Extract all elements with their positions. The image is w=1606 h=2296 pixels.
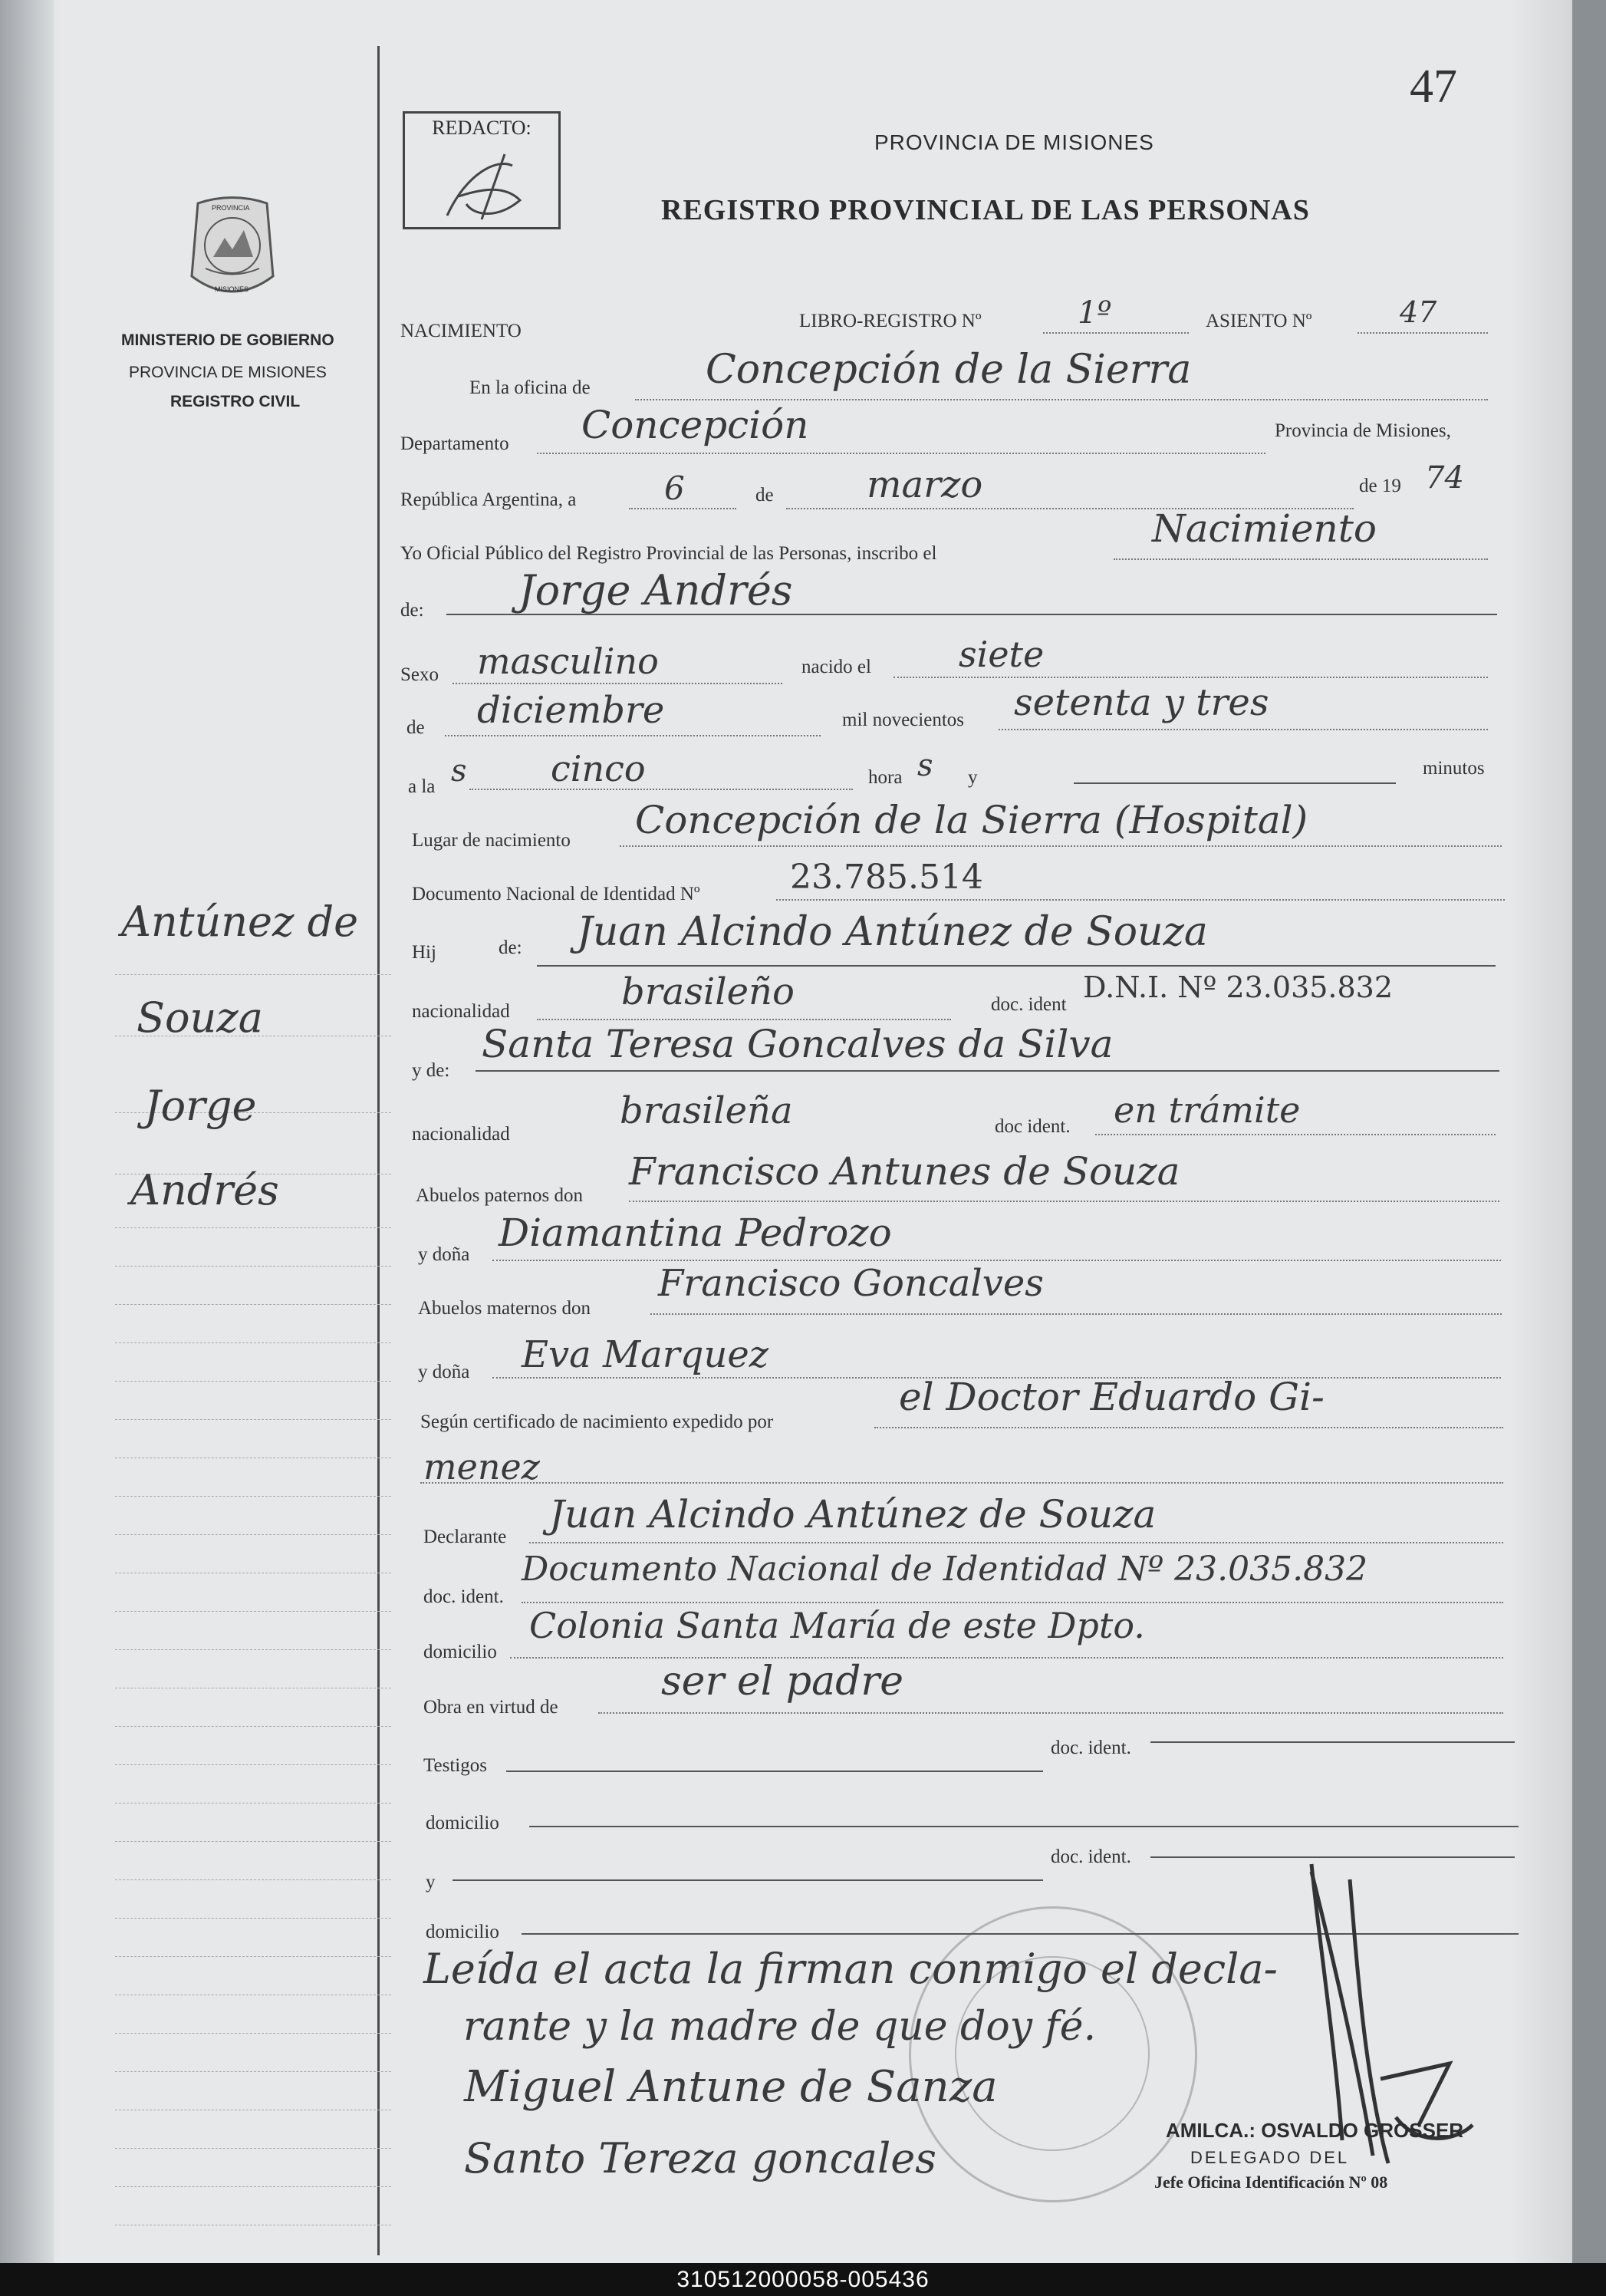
line-declarante-dom [510, 1657, 1503, 1659]
redacto-signature [405, 143, 558, 227]
label-domicilio2: domicilio [426, 1813, 499, 1833]
label-y2: y [426, 1872, 436, 1892]
value-anio-nac: setenta y tres [1014, 681, 1269, 724]
label-nacionalidad2: nacionalidad [412, 1124, 510, 1145]
label-domicilio3: domicilio [426, 1922, 499, 1942]
label-obra: Obra en virtud de [423, 1697, 558, 1718]
line-asiento [1358, 332, 1488, 334]
margin-line [115, 974, 391, 975]
value-sexo: masculino [477, 641, 659, 682]
value-mes-nac: diciembre [477, 689, 665, 732]
official-office: Jefe Oficina Identificación Nº 08 [1154, 2172, 1388, 2192]
line-nacido-el [894, 677, 1488, 678]
margin-line [115, 1611, 391, 1612]
line-dia [629, 508, 736, 509]
margin-line [115, 2071, 391, 2072]
value-libro: 1º [1078, 295, 1112, 331]
ministry-line1: MINISTERIO DE GOBIERNO [121, 331, 334, 349]
line-oficina [635, 399, 1488, 400]
label-doc-ident3: doc. ident. [423, 1586, 504, 1607]
label-segun: Según certificado de nacimiento expedido por [420, 1412, 774, 1432]
label-testigos: Testigos [423, 1755, 487, 1776]
label-asiento: ASIENTO Nº [1206, 311, 1312, 331]
page-number: 47 [1410, 61, 1457, 113]
margin-line [115, 1227, 391, 1228]
margin-line [115, 1918, 391, 1919]
header-registry: REGISTRO PROVINCIAL DE LAS PERSONAS [661, 194, 1310, 226]
label-departamento: Departamento [400, 433, 509, 454]
value-hora-s: s [917, 748, 933, 783]
redacto-box [403, 111, 561, 229]
value-dni: 23.785.514 [790, 858, 983, 897]
label-y-dona2: y doña [418, 1362, 470, 1382]
closing-line1: Leída el acta la firman conmigo el decla- [423, 1945, 1278, 1993]
margin-line [115, 1764, 391, 1765]
value-obra: ser el padre [661, 1659, 903, 1705]
header-province: PROVINCIA DE MISIONES [874, 130, 1154, 154]
line-padre [537, 965, 1496, 967]
margin-line [115, 1342, 391, 1343]
value-asiento: 47 [1400, 295, 1437, 329]
margin-line [115, 2033, 391, 2034]
line-obra [598, 1712, 1503, 1714]
label-sexo: Sexo [400, 664, 439, 685]
label-mil: mil novecientos [842, 710, 964, 730]
line-sexo [453, 683, 782, 684]
label-nacionalidad: nacionalidad [412, 1001, 510, 1022]
label-oficina: En la oficina de [469, 377, 591, 398]
line-testigo1 [506, 1771, 1043, 1772]
official-title: DELEGADO DEL [1190, 2148, 1350, 2167]
label-doc-ident5: doc. ident. [1051, 1846, 1131, 1867]
value-oficina: Concepción de la Sierra [706, 347, 1192, 393]
line-abuelo-p [629, 1201, 1499, 1202]
label-abuelos-p: Abuelos paternos don [416, 1185, 584, 1206]
label-y-de: y de: [412, 1060, 450, 1081]
margin-line [115, 1496, 391, 1497]
value-inscribo: Nacimiento [1152, 506, 1377, 551]
value-padre: Juan Alcindo Antúnez de Souza [577, 909, 1208, 955]
value-departamento: Concepción [581, 403, 809, 447]
margin-name-line3: Jorge [144, 1082, 257, 1130]
margin-line [115, 1956, 391, 1957]
label-provincia: Provincia de Misiones, [1275, 420, 1451, 441]
value-anio: 74 [1425, 460, 1464, 496]
label-lugar: Lugar de nacimiento [412, 830, 571, 851]
label-republica: República Argentina, a [400, 489, 577, 510]
value-madre: Santa Teresa Goncalves da Silva [482, 1022, 1114, 1066]
label-minutos: minutos [1423, 758, 1485, 779]
label-doc-ident2: doc ident. [995, 1116, 1071, 1137]
book-spine [0, 0, 54, 2263]
line-madre-doc [1095, 1134, 1496, 1135]
value-padre-nac: brasileño [621, 970, 795, 1013]
seal-top-text: PROVINCIA [212, 204, 250, 212]
closing-line2: rante y la madre de que doy fé. [463, 2004, 1097, 2050]
label-nacido-el: nacido el [801, 657, 871, 677]
line-inscribo [1114, 558, 1488, 560]
margin-line [115, 1649, 391, 1650]
coat-of-arms-seal [183, 192, 282, 307]
value-certificado2: menez [423, 1446, 540, 1487]
official-name: AMILCA.: OSVALDO GROSSER [1166, 2119, 1464, 2142]
margin-name-line2: Souza [137, 993, 263, 1042]
value-abuela-m: Eva Marquez [522, 1333, 769, 1376]
signature-father: Miguel Antune de Sanza [464, 2062, 998, 2112]
margin-divider [377, 46, 380, 2255]
line-certificado [874, 1427, 1503, 1428]
line-anio-nac [999, 729, 1488, 730]
line-testigo2 [453, 1879, 1043, 1881]
label-de: de [755, 485, 774, 506]
value-nombre: Jorge Andrés [518, 566, 793, 614]
value-abuelo-p: Francisco Antunes de Souza [629, 1149, 1180, 1194]
ministry-line2: PROVINCIA DE MISIONES [129, 364, 327, 381]
line-abuelo-m [650, 1313, 1502, 1315]
value-horas: cinco [551, 748, 646, 789]
label-abuelos-m: Abuelos maternos don [418, 1298, 591, 1319]
value-dia: 6 [664, 469, 685, 507]
label-de-colon: de: [400, 600, 424, 621]
line-departamento [537, 453, 1265, 454]
margin-line [115, 1381, 391, 1382]
margin-line [115, 1304, 391, 1305]
line-documento [776, 899, 1505, 901]
margin-line [115, 1841, 391, 1842]
value-mes: marzo [867, 463, 983, 506]
line-testigo1-dom [529, 1826, 1519, 1827]
label-documento: Documento Nacional de Identidad Nº [412, 884, 700, 904]
margin-line [115, 1534, 391, 1535]
label-y-dona: y doña [418, 1244, 470, 1265]
margin-name-line4: Andrés [130, 1166, 279, 1214]
label-declarante: Declarante [423, 1527, 507, 1547]
value-certificado1: el Doctor Eduardo Gi- [899, 1375, 1325, 1419]
label-nacimiento: NACIMIENTO [400, 321, 522, 341]
line-madre [476, 1070, 1499, 1072]
value-padre-doc: D.N.I. Nº 23.035.832 [1083, 970, 1394, 1004]
line-abuela-p [492, 1260, 1501, 1261]
margin-line [115, 1879, 391, 1880]
line-minutos [1074, 782, 1396, 784]
margin-line [115, 1419, 391, 1420]
label-a-la: a la [408, 776, 436, 797]
value-madre-nac: brasileña [620, 1089, 793, 1132]
line-lugar [620, 845, 1502, 847]
value-madre-doc: en trámite [1114, 1089, 1301, 1131]
label-doc-ident: doc. ident [991, 994, 1067, 1015]
label-doc-ident4: doc. ident. [1051, 1738, 1131, 1758]
value-lugar: Concepción de la Sierra (Hospital) [635, 798, 1308, 842]
margin-line [115, 1803, 391, 1804]
label-hora: hora [868, 767, 903, 788]
line-padre-nac [537, 1019, 951, 1020]
label-de2: de [406, 717, 425, 738]
line-horas [469, 789, 853, 790]
value-nacido-el: siete [959, 634, 1045, 675]
margin-name-line1: Antúnez de [121, 898, 359, 946]
margin-line [115, 2148, 391, 2149]
seal-bottom-text: MISIONES [215, 285, 249, 293]
label-oficial: Yo Oficial Público del Registro Provincial de las Personas, inscribo el [400, 543, 937, 564]
line-testigo1-doc [1150, 1741, 1515, 1743]
redacto-label: REDACTO: [432, 117, 531, 139]
label-libro: LIBRO-REGISTRO Nº [799, 311, 982, 331]
label-domicilio: domicilio [423, 1642, 497, 1662]
margin-line [115, 1266, 391, 1267]
value-a-la-s: s [451, 753, 467, 789]
label-de-19: de 19 [1359, 476, 1401, 496]
value-abuela-p: Diamantina Pedrozo [499, 1211, 892, 1255]
line-mes-nac [445, 735, 821, 736]
ministry-line3: REGISTRO CIVIL [170, 393, 301, 410]
value-declarante-doc: Documento Nacional de Identidad Nº 23.035.832 [522, 1550, 1368, 1589]
value-declarante: Juan Alcindo Antúnez de Souza [549, 1492, 1157, 1537]
label-y: y [968, 767, 978, 788]
line-certificado2 [420, 1482, 1503, 1484]
line-declarante-doc [522, 1602, 1503, 1603]
label-hij: Hij [412, 942, 436, 963]
line-declarante [529, 1542, 1503, 1543]
footer-image-id: 310512000058-005436 [0, 2263, 1606, 2296]
label-de-hij: de: [499, 937, 522, 958]
margin-line [115, 2186, 391, 2187]
value-declarante-dom: Colonia Santa María de este Dpto. [529, 1605, 1145, 1646]
margin-line [115, 1726, 391, 1727]
value-abuelo-m: Francisco Goncalves [658, 1262, 1044, 1305]
line-libro [1043, 332, 1189, 334]
signature-mother: Santo Tereza goncales [464, 2134, 936, 2182]
